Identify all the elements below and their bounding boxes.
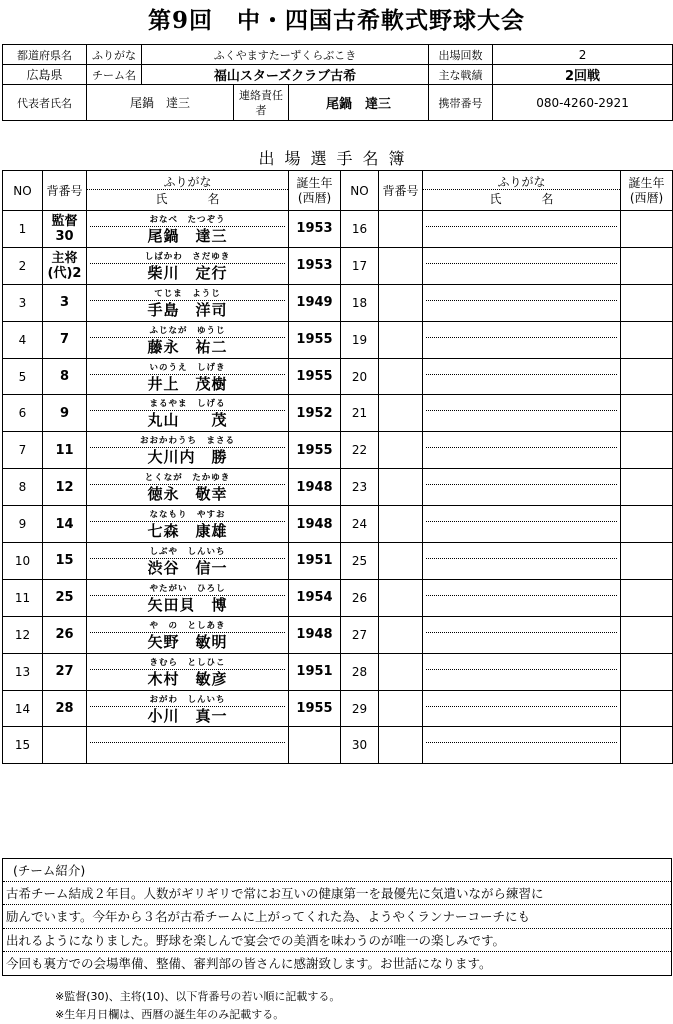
birth-year-right <box>621 469 673 506</box>
row-no: 12 <box>3 616 43 653</box>
birth-year: 1955 <box>289 321 341 358</box>
uniform-cell-right <box>379 395 423 432</box>
uniform-cell <box>43 653 87 690</box>
player-name-cell-right <box>423 358 621 395</box>
uniform-cell <box>43 432 87 469</box>
player-name-right <box>426 707 617 726</box>
player-name-cell-right <box>423 506 621 543</box>
birth-year: 1955 <box>289 690 341 727</box>
header-birth-year: 誕生年(西暦) <box>289 171 341 211</box>
player-furigana: きむら としひこ <box>90 655 285 670</box>
birth-year-right <box>621 395 673 432</box>
player-name-cell-right <box>423 616 621 653</box>
birth-year: 1953 <box>289 247 341 284</box>
table-row <box>3 284 673 321</box>
table-row <box>3 211 673 248</box>
uniform-cell-right <box>379 690 423 727</box>
birth-year-right <box>621 321 673 358</box>
birth-year-right <box>621 247 673 284</box>
uniform-cell-right <box>379 432 423 469</box>
player-name-right <box>426 227 617 246</box>
player-name-right <box>426 264 617 283</box>
uniform-number: 12 <box>55 479 74 495</box>
uniform-role: 主将 <box>51 250 78 266</box>
team-name: 福山スターズクラブ古希 <box>142 65 429 85</box>
player-name-cell-right <box>423 727 621 764</box>
player-name-right <box>426 448 617 467</box>
uniform-cell-right <box>379 211 423 248</box>
row-no: 10 <box>3 543 43 580</box>
header-no: NO <box>3 171 43 211</box>
rep-label: 代表者氏名 <box>3 85 87 121</box>
player-name-right <box>426 559 617 578</box>
player-name: 尾鍋 達三 <box>147 226 228 245</box>
table-row <box>3 358 673 395</box>
uniform-cell <box>43 616 87 653</box>
birth-year-right <box>621 284 673 321</box>
uniform-cell-right <box>379 653 423 690</box>
player-name-cell-right <box>423 321 621 358</box>
row-no: 7 <box>3 432 43 469</box>
birth-year: 1951 <box>289 653 341 690</box>
intro-line: 出れるようになりました。野球を楽しんで宴会での美酒を味わうのが唯一の楽しみです。 <box>3 929 671 952</box>
uniform-cell-right <box>379 506 423 543</box>
uniform-cell-right <box>379 469 423 506</box>
row-no-right: 16 <box>341 211 379 248</box>
row-no-right: 24 <box>341 506 379 543</box>
player-furigana: いのうえ しげき <box>90 360 285 375</box>
uniform-number: 7 <box>59 332 70 348</box>
team-furigana: ふくやますたーずくらぶこき <box>142 45 429 65</box>
uniform-number: 25 <box>55 590 74 606</box>
team-intro <box>2 858 672 976</box>
player-name: 矢田貝 博 <box>147 595 228 614</box>
row-no: 3 <box>3 284 43 321</box>
player-furigana: ふじなが ゆうじ <box>90 323 285 338</box>
player-furigana-right <box>426 249 617 264</box>
player-furigana: おがわ しんいち <box>90 692 285 707</box>
player-furigana: おなべ たつぞう <box>90 212 285 227</box>
player-furigana-right <box>426 544 617 559</box>
row-no: 14 <box>3 690 43 727</box>
furigana-label: ふりがな <box>87 45 142 65</box>
row-no-right: 17 <box>341 247 379 284</box>
team-info-table <box>2 44 673 121</box>
row-no: 15 <box>3 727 43 764</box>
notes <box>55 988 340 1024</box>
player-name-cell <box>87 211 289 248</box>
player-name-cell-right <box>423 247 621 284</box>
player-furigana-right <box>426 692 617 707</box>
player-name-cell-right <box>423 395 621 432</box>
uniform-cell-right <box>379 321 423 358</box>
row-no: 5 <box>3 358 43 395</box>
record-label: 主な戦績 <box>429 65 493 85</box>
row-no-right: 22 <box>341 432 379 469</box>
header-fullname-right: 氏名 <box>489 191 594 206</box>
player-name-cell <box>87 321 289 358</box>
player-name-cell <box>87 284 289 321</box>
player-name: 矢野 敏明 <box>147 632 228 651</box>
uniform-cell <box>43 321 87 358</box>
player-name-right <box>426 338 617 357</box>
player-name-cell-right <box>423 653 621 690</box>
page-title: 第9回 中・四国古希軟式野球大会 <box>147 7 525 34</box>
phone-label: 携帯番号 <box>429 85 493 121</box>
player-name-cell-right <box>423 690 621 727</box>
player-furigana: おおかわうち まさる <box>90 433 285 448</box>
player-furigana: やたがい ひろし <box>90 581 285 596</box>
birth-year: 1949 <box>289 284 341 321</box>
player-furigana-right <box>426 396 617 411</box>
rep-name: 尾鍋 達三 <box>87 85 234 121</box>
row-no: 11 <box>3 579 43 616</box>
player-name-right <box>426 596 617 615</box>
appearances-label: 出場回数 <box>429 45 493 65</box>
birth-year: 1951 <box>289 543 341 580</box>
team-label: チーム名 <box>87 65 142 85</box>
row-no-right: 19 <box>341 321 379 358</box>
uniform-cell <box>43 543 87 580</box>
row-no-right: 18 <box>341 284 379 321</box>
table-row <box>3 506 673 543</box>
table-row <box>3 653 673 690</box>
player-name-cell <box>87 358 289 395</box>
table-row <box>3 432 673 469</box>
record-value: 2回戦 <box>493 65 673 85</box>
table-row <box>3 321 673 358</box>
table-row <box>3 543 673 580</box>
row-no-right: 30 <box>341 727 379 764</box>
row-no-right: 20 <box>341 358 379 395</box>
uniform-number: 27 <box>55 664 74 680</box>
player-name: 手島 洋司 <box>147 300 228 319</box>
player-name-cell <box>87 653 289 690</box>
player-name: 藤永 祐二 <box>147 337 228 356</box>
birth-year-right <box>621 690 673 727</box>
birth-year-right <box>621 653 673 690</box>
player-furigana <box>90 728 285 743</box>
birth-year-right <box>621 579 673 616</box>
intro-line: 励んでいます。今年から３名が古希チームに上がってくれた為、ようやくランナーコーチにも <box>3 905 671 928</box>
birth-year-right <box>621 211 673 248</box>
table-row <box>3 579 673 616</box>
roster-table <box>2 170 673 764</box>
player-name-right <box>426 522 617 541</box>
player-name-cell-right <box>423 211 621 248</box>
player-name-right <box>426 375 617 394</box>
player-furigana-right <box>426 728 617 743</box>
player-name: 木村 敏彦 <box>147 669 228 688</box>
birth-year: 1954 <box>289 579 341 616</box>
player-furigana: しぶや しんいち <box>90 544 285 559</box>
roster-heading: 出場選手名簿 <box>258 149 415 168</box>
row-no-right: 27 <box>341 616 379 653</box>
intro-line: 古希チーム結成２年目。人数がギリギリで常にお互いの健康第一を最優先に気遣いながら練習に <box>3 882 671 905</box>
uniform-cell <box>43 284 87 321</box>
birth-year-right <box>621 358 673 395</box>
roster-header-row <box>3 171 673 211</box>
row-no-right: 21 <box>341 395 379 432</box>
row-no: 4 <box>3 321 43 358</box>
uniform-role: 監督 <box>51 213 78 229</box>
player-furigana-right <box>426 618 617 633</box>
header-no-right: NO <box>341 171 379 211</box>
player-name-cell <box>87 506 289 543</box>
player-name-right <box>426 633 617 652</box>
player-furigana: とくなが たかゆき <box>90 470 285 485</box>
player-name: 七森 康雄 <box>147 522 228 541</box>
birth-year: 1955 <box>289 358 341 395</box>
uniform-number: 15 <box>55 553 74 569</box>
pref-label: 都道府県名 <box>3 45 87 65</box>
player-furigana-right <box>426 507 617 522</box>
header-furigana: ふりがな <box>87 174 288 190</box>
uniform-cell-right <box>379 358 423 395</box>
row-no-right: 29 <box>341 690 379 727</box>
uniform-cell <box>43 579 87 616</box>
player-furigana: まるやま しげる <box>90 396 285 411</box>
player-name-cell-right <box>423 469 621 506</box>
table-row <box>3 690 673 727</box>
birth-year-right <box>621 616 673 653</box>
player-furigana-right <box>426 286 617 301</box>
uniform-number: 3 <box>59 295 70 311</box>
birth-year: 1955 <box>289 432 341 469</box>
uniform-cell <box>43 247 87 284</box>
birth-year-right <box>621 432 673 469</box>
birth-year: 1948 <box>289 469 341 506</box>
player-name-cell <box>87 579 289 616</box>
table-row <box>3 727 673 764</box>
phone-value: 080-4260-2921 <box>493 85 673 121</box>
player-name: 柴川 定行 <box>147 263 228 282</box>
appearances-value: 2 <box>493 45 673 65</box>
uniform-number: (代)2 <box>47 265 82 281</box>
player-furigana: しばかわ さだゆき <box>90 249 285 264</box>
contact-label: 連絡責任者 <box>234 85 289 121</box>
header-uniform: 背番号 <box>43 171 87 211</box>
player-name-right <box>426 411 617 430</box>
uniform-number: 9 <box>59 405 70 421</box>
birth-year <box>289 727 341 764</box>
player-name-cell-right <box>423 543 621 580</box>
row-no: 6 <box>3 395 43 432</box>
note-line: ※監督(30)、主将(10)、以下背番号の若い順に記載する。 <box>55 990 341 1003</box>
player-name-cell <box>87 395 289 432</box>
row-no-right: 26 <box>341 579 379 616</box>
uniform-cell-right <box>379 543 423 580</box>
uniform-number: 28 <box>55 701 74 717</box>
player-name: 小川 真一 <box>147 706 228 725</box>
player-name: 丸山 茂 <box>147 411 228 430</box>
uniform-number: 14 <box>55 516 74 532</box>
birth-year: 1953 <box>289 211 341 248</box>
player-name-cell <box>87 616 289 653</box>
player-furigana-right <box>426 212 617 227</box>
player-name: 大川内 勝 <box>147 448 228 467</box>
uniform-cell <box>43 395 87 432</box>
player-furigana-right <box>426 581 617 596</box>
header-furigana-right: ふりがな <box>423 174 620 190</box>
note-line: ※生年月日欄は、西暦の誕生年のみ記載する。 <box>55 1008 285 1021</box>
player-furigana-right <box>426 470 617 485</box>
player-furigana: てじま ようじ <box>90 286 285 301</box>
uniform-cell <box>43 358 87 395</box>
table-row <box>3 395 673 432</box>
player-furigana: ななもり やすお <box>90 507 285 522</box>
uniform-cell <box>43 727 87 764</box>
row-no-right: 23 <box>341 469 379 506</box>
player-furigana-right <box>426 323 617 338</box>
header-fullname: 氏名 <box>155 191 260 206</box>
intro-heading: (チーム紹介) <box>3 859 671 882</box>
player-name-cell <box>87 469 289 506</box>
player-name-cell-right <box>423 579 621 616</box>
player-name: 井上 茂樹 <box>147 374 228 393</box>
uniform-cell-right <box>379 727 423 764</box>
uniform-cell-right <box>379 616 423 653</box>
player-furigana-right <box>426 433 617 448</box>
row-no: 2 <box>3 247 43 284</box>
player-name-cell <box>87 432 289 469</box>
uniform-cell <box>43 506 87 543</box>
birth-year-right <box>621 506 673 543</box>
uniform-number: 8 <box>59 369 70 384</box>
uniform-cell-right <box>379 247 423 284</box>
pref-value: 広島県 <box>3 65 87 85</box>
row-no-right: 28 <box>341 653 379 690</box>
uniform-cell <box>43 211 87 248</box>
row-no: 1 <box>3 211 43 248</box>
player-name-right <box>426 670 617 689</box>
row-no-right: 25 <box>341 543 379 580</box>
contact-name: 尾鍋 達三 <box>289 85 429 121</box>
birth-year: 1948 <box>289 616 341 653</box>
header-birth-year-right: 誕生年(西暦) <box>621 171 673 211</box>
intro-line: 今回も裏方での会場準備、整備、審判部の皆さんに感謝致します。お世話になります。 <box>6 955 492 971</box>
uniform-cell <box>43 469 87 506</box>
header-uniform-right: 背番号 <box>379 171 423 211</box>
header-name <box>87 171 289 211</box>
player-name-cell <box>87 690 289 727</box>
uniform-cell <box>43 690 87 727</box>
player-furigana: や の としあき <box>90 618 285 633</box>
player-name-cell <box>87 247 289 284</box>
player-name-right <box>426 743 617 762</box>
birth-year-right <box>621 727 673 764</box>
uniform-number: 26 <box>55 627 74 643</box>
player-name-cell-right <box>423 284 621 321</box>
row-no: 8 <box>3 469 43 506</box>
player-furigana-right <box>426 655 617 670</box>
player-name-cell-right <box>423 432 621 469</box>
player-furigana-right <box>426 360 617 375</box>
birth-year-right <box>621 543 673 580</box>
player-name-right <box>426 485 617 504</box>
uniform-number: 11 <box>55 442 74 458</box>
player-name: 徳永 敬幸 <box>147 485 228 504</box>
table-row <box>3 469 673 506</box>
player-name-right <box>426 301 617 320</box>
header-name-right <box>423 171 621 211</box>
uniform-number: 30 <box>55 228 74 244</box>
row-no: 13 <box>3 653 43 690</box>
table-row <box>3 247 673 284</box>
table-row <box>3 616 673 653</box>
row-no: 9 <box>3 506 43 543</box>
player-name-cell <box>87 543 289 580</box>
player-name <box>90 743 285 762</box>
uniform-cell-right <box>379 579 423 616</box>
birth-year: 1952 <box>289 395 341 432</box>
player-name-cell <box>87 727 289 764</box>
uniform-cell-right <box>379 284 423 321</box>
birth-year: 1948 <box>289 506 341 543</box>
player-name: 渋谷 信一 <box>147 558 228 577</box>
